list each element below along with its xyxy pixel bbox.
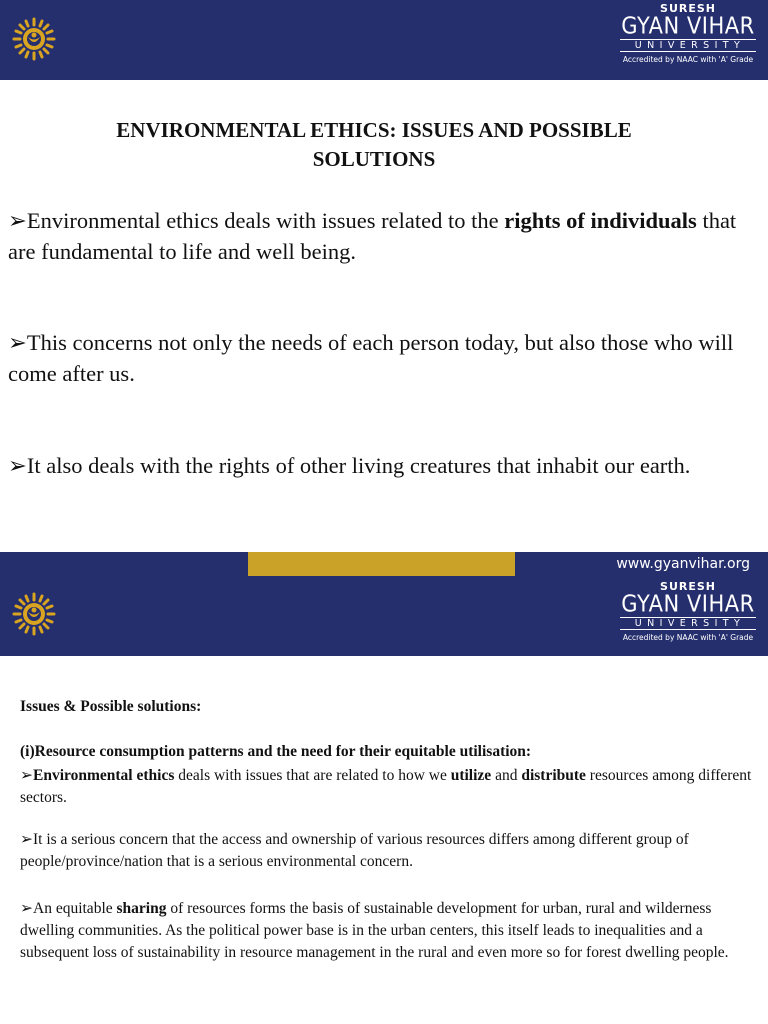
bold-text: distribute bbox=[521, 767, 586, 784]
university-logo bbox=[620, 2, 756, 64]
bold-text: Environmental ethics bbox=[33, 767, 175, 784]
logo-suresh: SURESH bbox=[660, 2, 716, 15]
text: deals with issues that are related to how we bbox=[174, 767, 451, 784]
paragraph-equitable-sharing bbox=[20, 898, 752, 964]
bullet-bold-text: rights of individuals bbox=[504, 208, 697, 233]
university-crest-icon bbox=[12, 592, 56, 636]
bullet-arrow-icon: ➢ bbox=[20, 767, 33, 784]
bullet-other-creatures bbox=[8, 450, 748, 481]
slide-2 bbox=[0, 552, 768, 1024]
bold-text: sharing bbox=[116, 900, 167, 917]
bullet-arrow-icon: ➢ bbox=[8, 453, 27, 478]
bullet-text: It also deals with the rights of other living creatures that inhabit our earth. bbox=[26, 453, 691, 478]
bullet-arrow-icon: ➢ bbox=[8, 208, 27, 233]
gold-accent-bar bbox=[248, 552, 515, 576]
website-url: www.gyanvihar.org bbox=[616, 556, 750, 572]
paragraph-access-ownership bbox=[20, 829, 752, 873]
slide-title bbox=[20, 116, 728, 174]
logo-gyan-vihar: GYAN VIHAR bbox=[621, 12, 755, 40]
text: It is a serious concern that the access and ownership of various resources differs among different group of people/province/nation that is a serious environmental concern. bbox=[20, 831, 689, 870]
text: of resources forms the basis of sustainable development for urban, rural and wilderness dwelling communities. As the political power base is in the urban centers, this itself leads to inequalities and a subsequent loss of sustainability in resource management in the rural and even more so for forest dwelling people. bbox=[20, 900, 729, 961]
university-logo bbox=[620, 580, 756, 642]
bold-text: utilize bbox=[450, 767, 492, 784]
logo-suresh: SURESH bbox=[660, 580, 716, 593]
logo-accreditation: Accredited by NAAC with 'A' Grade bbox=[622, 55, 754, 64]
bullet-text: that are fundamental to life and well being. bbox=[8, 208, 737, 264]
logo-university: UNIVERSITY bbox=[620, 39, 756, 52]
logo-gyan-vihar: GYAN VIHAR bbox=[621, 590, 755, 618]
bullet-future-needs bbox=[8, 327, 748, 389]
slide-header bbox=[0, 0, 768, 80]
text: resources among different sectors. bbox=[20, 767, 752, 806]
bullet-arrow-icon: ➢ bbox=[8, 330, 27, 355]
bullet-rights-of-individuals bbox=[8, 205, 748, 267]
text: and bbox=[491, 767, 522, 784]
bullet-text: Environmental ethics deals with issues related to the bbox=[26, 208, 505, 233]
bullet-arrow-icon: ➢ bbox=[20, 900, 33, 917]
title-line-1: ENVIRONMENTAL ETHICS: ISSUES AND POSSIBLE bbox=[116, 118, 632, 142]
logo-university: UNIVERSITY bbox=[620, 617, 756, 630]
title-line-2: SOLUTIONS bbox=[312, 147, 436, 171]
bullet-arrow-icon: ➢ bbox=[20, 831, 33, 848]
logo-accreditation: Accredited by NAAC with 'A' Grade bbox=[622, 633, 754, 642]
text: An equitable bbox=[33, 900, 117, 917]
bullet-text: This concerns not only the needs of each person today, but also those who will come after us. bbox=[8, 330, 734, 386]
section-subheading: (i)Resource consumption patterns and the need for their equitable utilisation: bbox=[20, 743, 532, 760]
university-crest-icon bbox=[12, 17, 56, 61]
paragraph-utilize-distribute bbox=[20, 765, 752, 809]
slide-header bbox=[0, 552, 768, 656]
section-heading: Issues & Possible solutions: bbox=[20, 698, 202, 715]
